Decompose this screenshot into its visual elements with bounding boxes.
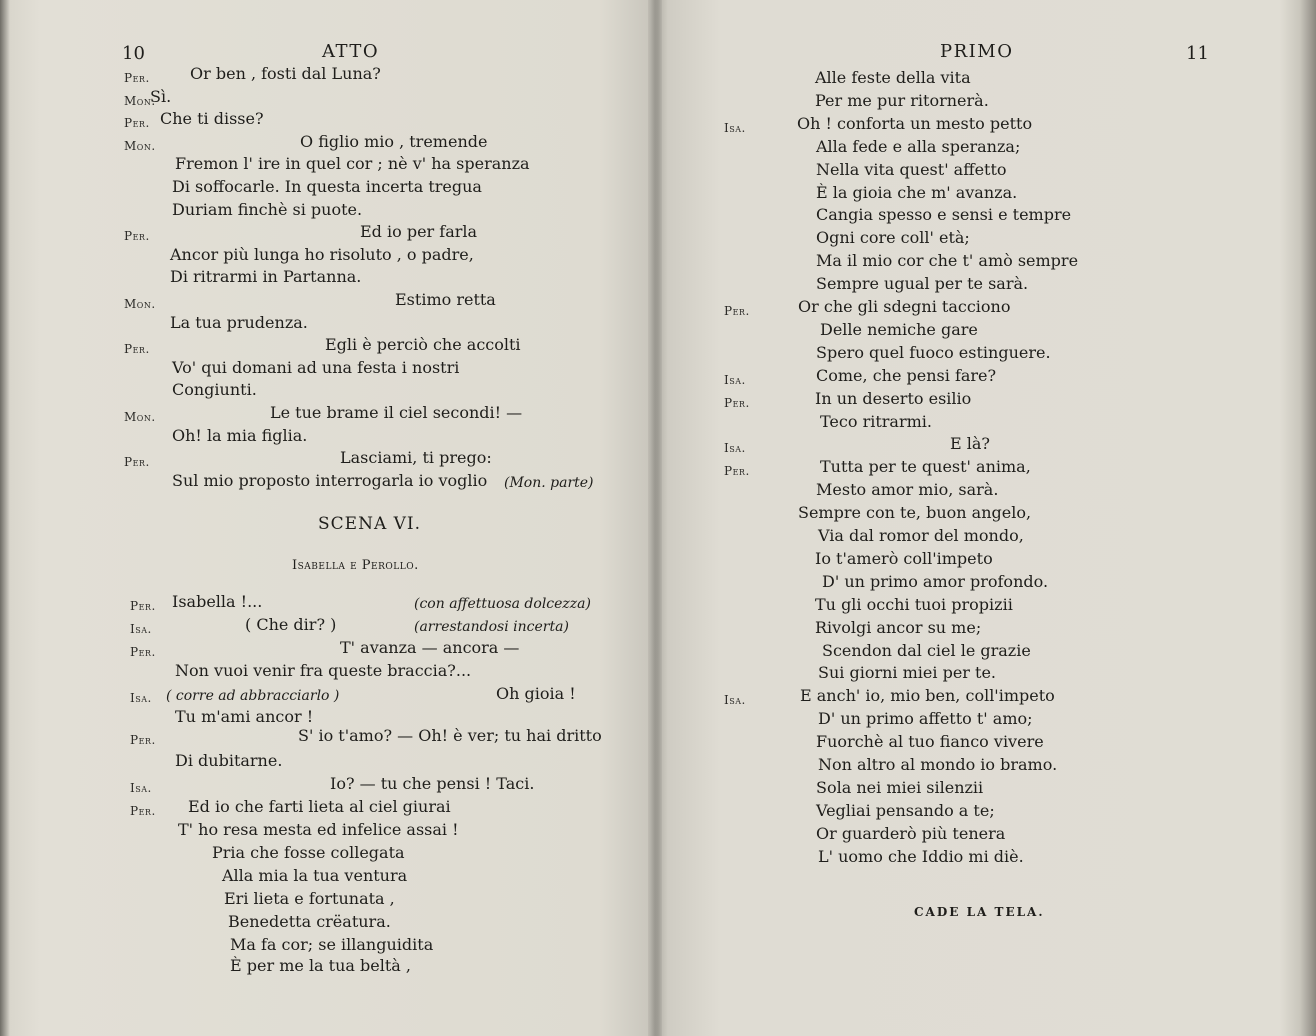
page-number: 11 — [1186, 43, 1209, 64]
running-head: PRIMO — [940, 41, 1014, 62]
verse-line: Di soffocarle. In questa incerta tregua — [172, 177, 482, 196]
verse-line: Ed io che farti lieta al ciel giurai — [188, 797, 451, 816]
verse-line: Eri lieta e fortunata , — [224, 889, 395, 908]
verse-line: Delle nemiche gare — [820, 319, 978, 339]
verse-line: Sui giorni miei per te. — [818, 663, 997, 683]
speaker-label: Isa. — [130, 691, 152, 705]
verse-line: Fuorchè al tuo fianco vivere — [816, 732, 1044, 752]
stage-direction: (arrestandosi incerta) — [414, 619, 569, 635]
speaker-label: Isa. — [724, 693, 746, 708]
verse-line: Duriam finchè si puote. — [172, 199, 363, 219]
verse-line: Ma fa cor; se illanguidita — [230, 935, 434, 954]
running-head: ATTO — [322, 41, 380, 62]
right-page — [660, 0, 1316, 1036]
verse-line: Vegliai pensando a te; — [816, 800, 995, 820]
verse-line: Egli è perciò che accolti — [325, 335, 521, 355]
verse-line: È la gioia che m' avanza. — [816, 182, 1018, 202]
speaker-label: Per. — [130, 645, 156, 659]
curtain-line: CADE LA TELA. — [914, 905, 1045, 919]
verse-line: D' un primo amor profondo. — [822, 571, 1049, 591]
verse-line: Spero quel fuoco estinguere. — [816, 342, 1051, 362]
verse-line: Tutta per te quest' anima, — [820, 457, 1031, 477]
verse-line: Io t'amerò coll'impeto — [815, 548, 993, 568]
verse-line: Sempre con te, buon angelo, — [798, 503, 1032, 523]
verse-line: Di dubitarne. — [175, 751, 283, 770]
verse-line: Io? — tu che pensi ! Taci. — [330, 774, 535, 793]
verse-line: Nella vita quest' affetto — [816, 159, 1007, 179]
scene-persons: Isabella e Perollo. — [292, 558, 419, 573]
verse-line: La tua prudenza. — [170, 312, 308, 332]
scene-title: SCENA VI. — [318, 514, 422, 534]
verse-line: Per me pur ritornerà. — [815, 90, 989, 110]
verse-line: Benedetta crëatura. — [228, 912, 391, 931]
verse-line: Le tue brame il ciel secondi! — — [270, 403, 523, 422]
verse-line: Via dal romor del mondo, — [818, 526, 1024, 545]
verse-line: È per me la tua beltà , — [230, 956, 412, 975]
speaker-label: Mon. — [124, 138, 156, 153]
verse-line: Alle feste della vita — [815, 68, 971, 87]
verse-line: Tu m'ami ancor ! — [175, 707, 314, 726]
speaker-label: Per. — [724, 395, 750, 410]
verse-line: Di ritrarmi in Partanna. — [170, 267, 362, 287]
verse-line: E là? — [950, 434, 990, 454]
verse-line: Ancor più lunga ho risoluto , o padre, — [170, 244, 474, 264]
speaker-label: Per. — [130, 599, 156, 613]
verse-line: Alla fede e alla speranza; — [816, 136, 1021, 156]
verse-line: Cangia spesso e sensi e tempre — [816, 205, 1072, 225]
verse-line: Fremon l' ire in quel cor ; nè v' ha speranza — [175, 154, 530, 174]
stage-direction: ( corre ad abbracciarlo ) — [166, 688, 340, 704]
speaker-label: Isa. — [130, 622, 152, 636]
verse-line: Pria che fosse collegata — [212, 843, 405, 862]
verse-line: Come, che pensi fare? — [816, 365, 997, 385]
verse-line: D' un primo affetto t' amo; — [818, 709, 1033, 729]
verse-line: Vo' qui domani ad una festa i nostri — [172, 357, 460, 377]
speaker-label: Per. — [124, 342, 150, 357]
speaker-label: Mon. — [124, 297, 156, 311]
verse-line: L' uomo che Iddio mi diè. — [818, 846, 1024, 866]
verse-line: Oh! la mia figlia. — [172, 425, 308, 445]
speaker-label: Isa. — [724, 372, 746, 387]
verse-line: E anch' io, mio ben, coll'impeto — [800, 686, 1055, 706]
verse-line: Or guarderò più tenera — [816, 823, 1006, 843]
verse-line: Estimo retta — [395, 290, 496, 309]
verse-line: Sul mio proposto interrogarla io voglio — [172, 470, 488, 490]
stage-direction: (Mon. parte) — [504, 474, 594, 491]
speaker-label: Per. — [724, 464, 750, 479]
speaker-label: Per. — [130, 733, 156, 747]
verse-line: T' ho resa mesta ed infelice assai ! — [178, 820, 459, 839]
left-page — [0, 0, 655, 1036]
verse-line: Oh gioia ! — [496, 684, 576, 703]
speaker-label: Isa. — [724, 441, 746, 456]
verse-line: Sempre ugual per te sarà. — [816, 274, 1029, 294]
verse-line: Non altro al mondo io bramo. — [818, 755, 1058, 774]
verse-line: Alla mia la tua ventura — [222, 866, 408, 885]
verse-line: Non vuoi venir fra queste braccia?... — [175, 661, 472, 680]
verse-line: Sola nei miei silenzii — [816, 777, 984, 797]
verse-line: O figlio mio , tremende — [300, 131, 488, 151]
speaker-label: Per. — [130, 804, 156, 818]
verse-line: Che ti disse? — [160, 109, 264, 129]
speaker-label: Per. — [124, 229, 150, 244]
verse-line: T' avanza — ancora — — [340, 638, 520, 657]
speaker-label: Mon. — [124, 93, 156, 108]
verse-line: Ma il mio cor che t' amò sempre — [816, 251, 1079, 271]
verse-line: Sì. — [150, 86, 172, 106]
verse-line: In un deserto esilio — [815, 388, 972, 408]
verse-line: Mesto amor mio, sarà. — [816, 480, 999, 500]
verse-line: Or che gli sdegni tacciono — [798, 297, 1011, 316]
verse-line: Lasciami, ti prego: — [340, 448, 492, 468]
verse-line: Ogni core coll' età; — [816, 228, 970, 248]
verse-line: Or ben , fosti dal Luna? — [190, 64, 381, 83]
verse-line: Rivolgi ancor su me; — [815, 617, 982, 637]
verse-line: Oh ! conforta un mesto petto — [797, 113, 1033, 133]
verse-line: Scendon dal ciel le grazie — [822, 640, 1031, 660]
verse-line: S' io t'amo? — Oh! è ver; tu hai dritto — [298, 726, 602, 745]
speaker-label: Per. — [124, 116, 150, 131]
verse-line: Ed io per farla — [360, 222, 478, 242]
stage-direction: (con affettuosa dolcezza) — [414, 596, 591, 612]
verse-line: Teco ritrarmi. — [820, 411, 932, 431]
verse-line: Isabella !... — [172, 592, 263, 611]
speaker-label: Per. — [124, 71, 150, 85]
verse-line: Congiunti. — [172, 380, 257, 400]
verse-line: ( Che dir? ) — [245, 615, 337, 634]
speaker-label: Per. — [724, 304, 750, 318]
speaker-label: Isa. — [724, 120, 746, 135]
speaker-label: Isa. — [130, 781, 152, 795]
speaker-label: Mon. — [124, 410, 156, 424]
speaker-label: Per. — [124, 455, 150, 470]
page-number: 10 — [122, 43, 145, 64]
verse-line: Tu gli occhi tuoi propizii — [815, 594, 1013, 614]
